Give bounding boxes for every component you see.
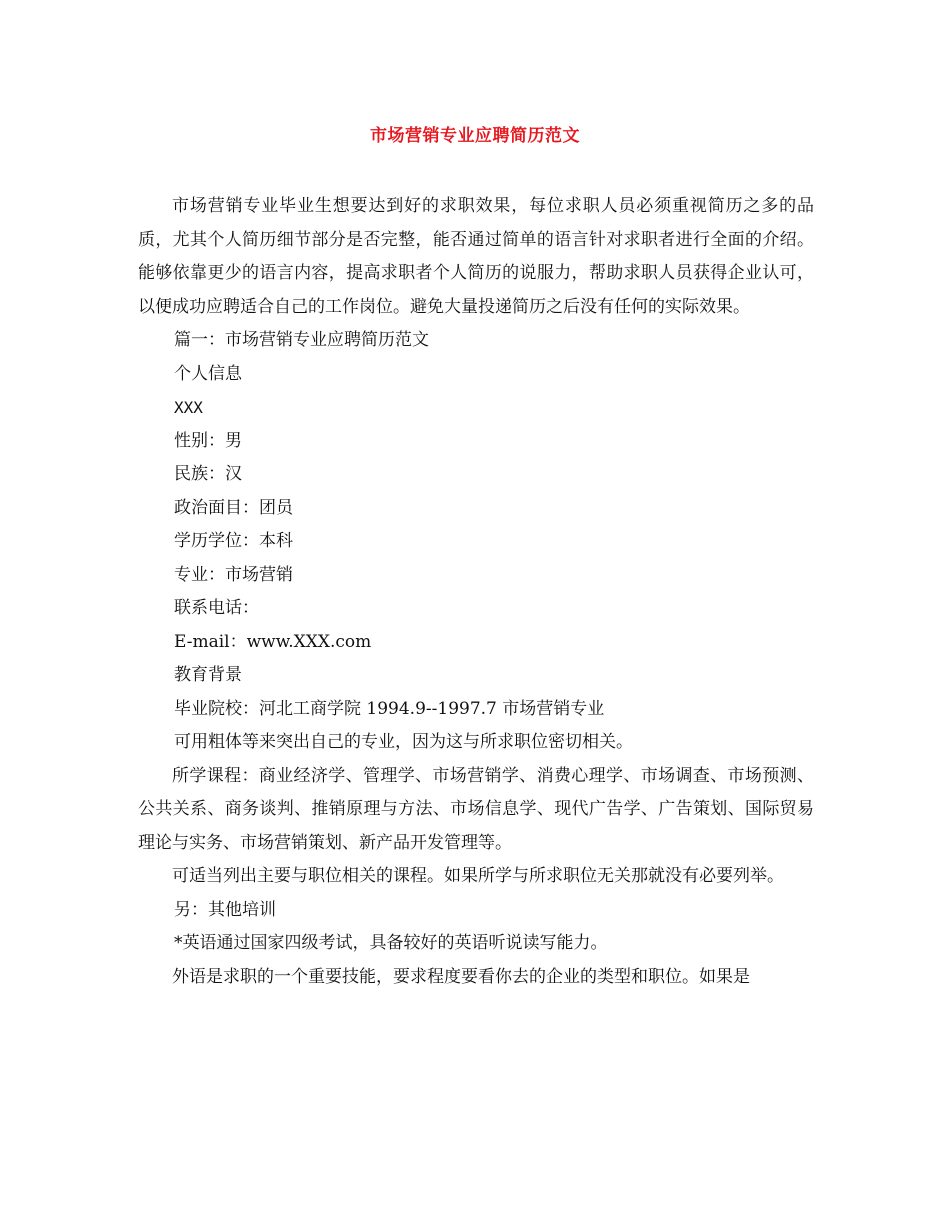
name-line: XXX [174,398,203,417]
degree-line: 学历学位：本科 [174,531,293,551]
political-status-line: 政治面目：团员 [174,497,293,518]
english-line: *英语通过国家四级考试，具备较好的英语听说读写能力。 [174,933,608,953]
personal-info-heading: 个人信息 [174,363,242,384]
section-heading: 篇一：市场营销专业应聘简历范文 [174,330,429,350]
ethnicity-line: 民族：汉 [174,464,242,484]
document-title: 市场营销专业应聘简历范文 [370,126,580,146]
email-line: E-mail：www.XXX.com [174,631,372,652]
courses-paragraph: 所学课程：商业经济学、管理学、市场营销学、消费心理学、市场调查、市场预测、公共关系、商务谈判、推销原理与方法、市场信息学、现代广告学、广告策划、国际贸易理论与实务、市场营销策划、新产品开发管理等。 [138,765,814,853]
document-body [138,190,814,994]
intro-paragraph: 市场营销专业毕业生想要达到好的求职效果，每位求职人员必须重视简历之多的品质，尤其个人简历细节部分是否完整，能否通过简单的语言针对求职者进行全面的介绍。能够依靠更少的语言内容，提高求职者个人简历的说服力，帮助求职人员获得企业认可，以便成功应聘适合自己的工作岗位。避免大量投递简历之后没有任何的实际效果。 [138,196,814,317]
other-training-heading: 另：其他培训 [174,899,276,920]
school-tip: 可用粗体等来突出自己的专业，因为这与所求职位密切相关。 [174,732,633,752]
gender-line: 性别：男 [174,430,242,451]
education-heading: 教育背景 [174,665,242,685]
phone-line: 联系电话： [174,598,259,618]
courses-tip-paragraph: 可适当列出主要与职位相关的课程。如果所学与所求职位无关那就没有必要列举。 [172,866,784,886]
language-tip-paragraph: 外语是求职的一个重要技能，要求程度要看你去的企业的类型和职位。如果是 [172,966,750,987]
major-line: 专业：市场营销 [174,564,293,585]
school-line: 毕业院校：河北工商学院 1994.9--1997.7 市场营销专业 [174,698,605,719]
